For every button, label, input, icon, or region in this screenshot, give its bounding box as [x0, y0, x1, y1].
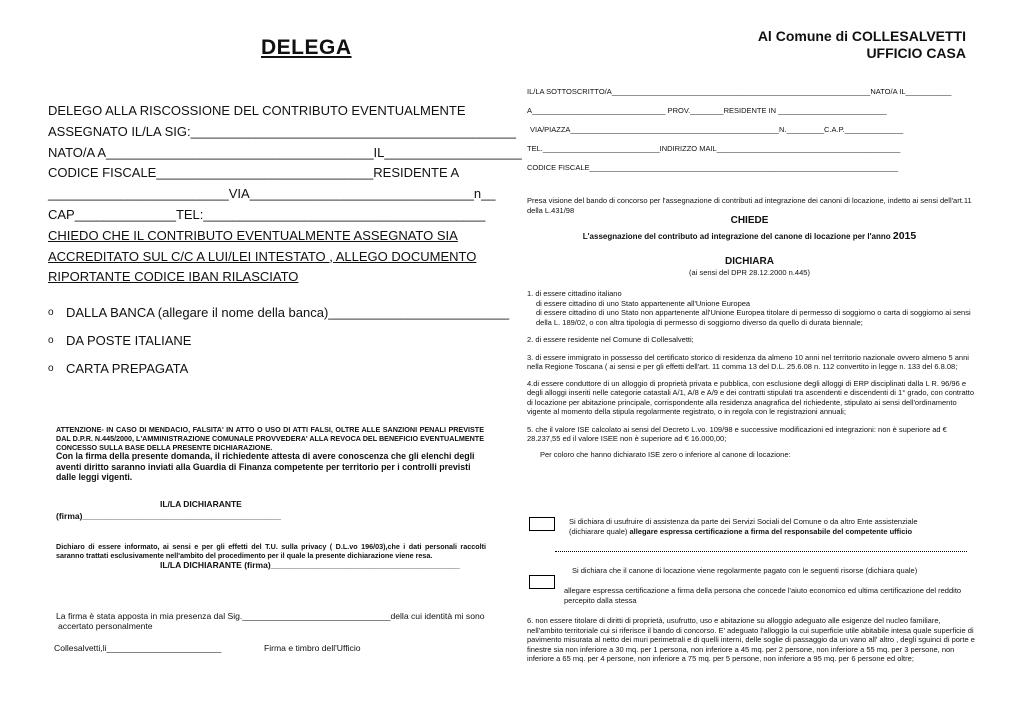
decl-4: 4.di essere conduttore di un alloggio di proprietà privata e pubblica, con esclusione degli alloggi di ERP disciplinati dalla L R. 96/96 e degli alloggi inseriti nelle categorie catastali A/1, A/8 e A/9 e dei contratti stipulati tra ascendenti e discendenti di 1° grado, con contratto di locazione per abitazione principale, corrispondente alla residenza anagrafica del richiedente, stipulato ai sensi dell'ordinamento vigente al momento della stipula regolarmente registrato, o in regola con le registrazioni annuali; [527, 378, 975, 416]
checkbox-canone[interactable] [529, 575, 555, 589]
decl-5: 5. che il valore ISE calcolato ai sensi del Decreto L.vo. 109/98 e successive modificazioni ed integrazioni: non è superiore ad € 28.237,55 ed il valore ISEE non è superiore ad € 16.000,00; [527, 424, 947, 443]
option-poste[interactable] [48, 333, 191, 348]
option-bullet: o [48, 363, 54, 374]
option-bullet: o [48, 307, 54, 318]
delega-line-cf[interactable]: CODICE FISCALE______________________________RESIDENTE A [48, 165, 460, 181]
decl-2: 2. di essere residente nel Comune di Collesalvetti; [527, 335, 694, 344]
chk1-quale: (dichiarare quale) allegare espressa certificazione a firma del responsabile del competente ufficio [569, 526, 913, 536]
delega-line-name[interactable]: ASSEGNATO IL/LA SIG:_____________________________________________ [48, 123, 516, 139]
recipient-comune: Al Comune di COLLESALVETTI [757, 28, 966, 44]
field-sottoscritto[interactable]: IL/LA SOTTOSCRITTO/A______________________________________________________________NATO/A IL___________ [527, 87, 952, 96]
field-via[interactable]: VIA/PIAZZA__________________________________________________N._________C.A.P.______________ [530, 125, 904, 134]
assegnazione-text: L'assegnazione del contributo ad integrazione del canone di locazione per l'anno [582, 232, 891, 241]
delega-paragraph [48, 101, 522, 288]
dichiarante-label: IL/LA DICHIARANTE [160, 499, 242, 509]
signature-field[interactable]: (firma)__________________________________________ [56, 511, 281, 521]
chk1-fill-line[interactable] [555, 551, 967, 552]
privacy-text: Dichiaro di essere informato, ai sensi e per gli effetti del T.U. sulla privacy ( D.L.vo 196/03),che i dati personali raccolti saranno trattati esclusivamente nell'ambito del procedimento per il quale la presente dichiarazione viene resa. [56, 542, 486, 560]
chk2-text: Si dichiara che il canone di locazione viene regolarmente pagato con le seguenti risorse (dichiara quale) [572, 566, 918, 575]
chk1-text: Si dichiara di usufruire di assistenza da parte dei Servizi Sociali del Comune o da altro Ente assistenziale [569, 517, 918, 526]
delega-request-line: CHIEDO CHE IL CONTRIBUTO EVENTUALMENTE ASSEGNATO SIA [48, 227, 458, 243]
checkbox-servizi-sociali[interactable] [529, 517, 555, 531]
delega-line-address[interactable]: _________________________VIA_______________________________n__ [48, 186, 496, 202]
delega-request-line: ACCREDITATO SUL C/C A LUI/LEI INTESTATO , ALLEGO DOCUMENTO [48, 248, 477, 264]
recipient-block [758, 28, 966, 62]
field-codice-fiscale[interactable]: CODICE FISCALE__________________________________________________________________________ [527, 163, 899, 172]
presence-line-2: accertato personalmente [58, 621, 153, 631]
option-carta[interactable] [48, 361, 188, 376]
delega-line-birth[interactable]: NATO/A A_____________________________________IL___________________ [48, 144, 522, 160]
anno-value: 2015 [892, 230, 917, 242]
finance-notice: Con la firma della presente domanda, il richiedente attesta di avere conoscenza che gli elenchi degli aventi diritto saranno inviati alla Guardia di Finanza competente per territorio per i controlli previsti dalle leggi vigenti. [56, 451, 475, 482]
decl-1c: di essere cittadino di uno Stato non appartenente all'Unione Europea titolare di permesso di soggiorno o carta di soggiorno ai sensi della L. 189/02, o con altra tipologia di permesso di soggiorno diverso da quello di durata biennale; [536, 308, 971, 327]
field-tel[interactable]: TEL.____________________________INDIRIZZO MAIL____________________________________________ [527, 144, 901, 153]
delega-request-line: RIPORTANTE CODICE IBAN RILASCIATO [48, 269, 299, 285]
option-label: DALLA BANCA (allegare il nome della banca)_________________________ [66, 305, 510, 320]
chk2-certification: allegare espressa certificazione a firma della persona che concede l'aiuto economico ed ultima certificazione del reddito percepito dalla stessa [564, 586, 962, 605]
decl-5b: Per coloro che hanno dichiarato ISE zero o inferiore al canone di locazione: [540, 449, 791, 459]
presence-line[interactable]: La firma è stata apposta in mia presenza dal Sig._______________________________della cui identità mi sono [56, 611, 485, 621]
option-label: CARTA PREPAGATA [66, 361, 189, 376]
decl-6: 6. non essere titolare di diritti di proprietà, usufrutto, uso e abitazione su alloggio adeguato alle esigenze del nucleo familiare, nell'ambito territoriale cui si riferisce il bando di concorso. E' adeguato l'alloggio la cui superficie utile abitabile intesa quale superficie di pavimento misurata al netto dei muri perimetrali e di quelli interni, delle soglie di passaggio da un vano all' altro , degli sguinci di porte e finestre sia non inferiore a 30 mq. per 1 persona, non inferiore a 45 mq. per 2 persone, non inferiore a 55 mq. per 3 persone, non inferiore a 65 mq. per 4 persone, non inferiore a 75 mq. per 5 persone, non inferiore a 95 mq. per 6 persone ed oltre; [527, 616, 975, 663]
dichiara-heading: DICHIARA [725, 256, 774, 267]
chiede-heading: CHIEDE [730, 215, 769, 226]
presa-visione: Presa visione del bando di concorso per l'assegnazione di contributi ad integrazione dei canoni di locazione, indetto ai sensi dell'art.11 della L.431/98 [527, 196, 972, 215]
personal-data-fields [527, 87, 977, 182]
office-stamp-label: Firma e timbro dell'Ufficio [264, 643, 361, 653]
option-bullet: o [48, 335, 54, 346]
declarations [527, 289, 977, 459]
delega-line: DELEGO ALLA RISCOSSIONE DEL CONTRIBUTO EVENTUALMENTE [48, 103, 466, 118]
assegnazione-line [527, 230, 972, 242]
decl-1b: di essere cittadino di uno Stato appartenente all'Unione Europea [536, 298, 751, 308]
decl-3: 3. di essere immigrato in possesso del certificato storico di residenza da almeno 10 anni nel territorio nazionale ovvero almeno 5 anni nella Regione Toscana ( ai sensi e per gli effetti dell'art. 11 comma 13 del D.L. 25.6.08 n. 112 convertito in legge n. 133 del 6.8.08; [527, 352, 969, 371]
delega-line-cap[interactable]: CAP______________TEL:_______________________________________ [48, 206, 486, 222]
page-title: DELEGA [261, 36, 352, 59]
dichiarante-signature-field[interactable]: IL/LA DICHIARANTE (firma)________________________________________ [160, 560, 460, 570]
field-residenza[interactable]: A________________________________ PROV.________RESIDENTE IN __________________________ [527, 106, 887, 115]
chk1-certification: allegare espressa certificazione a firma del responsabile del competente ufficio [629, 526, 913, 536]
recipient-office: UFFICIO CASA [866, 45, 966, 61]
warning-text: ATTENZIONE- IN CASO DI MENDACIO, FALSITA' IN ATTO O USO DI ATTI FALSI, OLTRE ALLE SANZIONI PENALI PREVISTE DAL D.P.R. N.445/2000, L'AMMINISTRAZIONE COMUNALE PROVVEDERA' ALLA REVOCA DEL BENEFICIO EVENTUALMENTE CONCESSO SULLA BASE DELLA PRESENTE DICHIARAZIONE. [56, 425, 484, 452]
dpr-reference: (ai sensi del DPR 28.12.2000 n.445) [689, 268, 810, 277]
checkbox-1-label [569, 517, 977, 536]
option-label: DA POSTE ITALIANE [66, 333, 192, 348]
decl-1a: 1. di essere cittadino italiano [527, 289, 622, 298]
date-field[interactable]: Collesalvetti,li________________________ [54, 643, 222, 653]
option-banca[interactable] [48, 305, 509, 320]
